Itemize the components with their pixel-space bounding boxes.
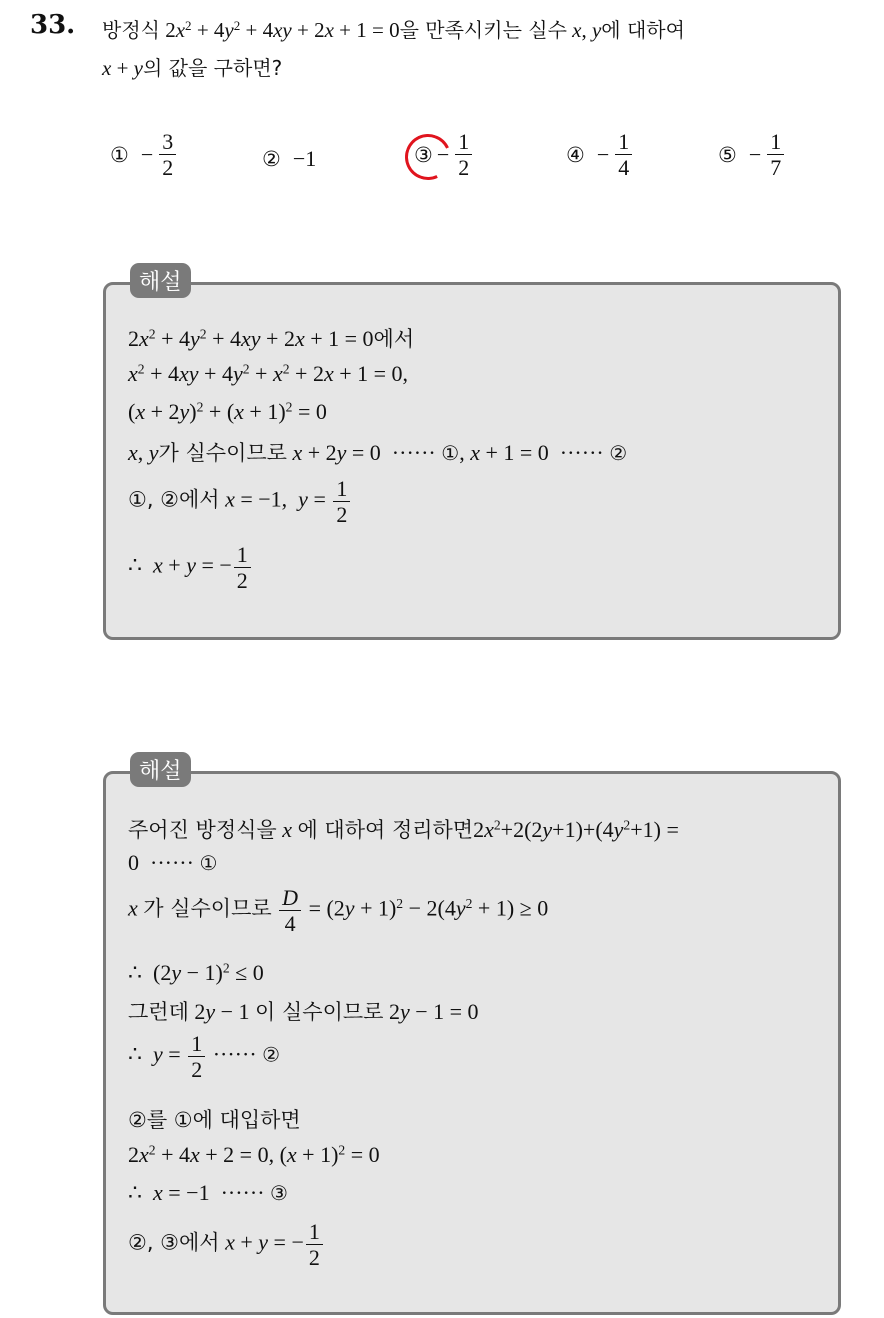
fraction-numerator: 3 bbox=[159, 130, 176, 155]
question-number: 33. bbox=[30, 10, 76, 40]
choice-4[interactable] bbox=[566, 130, 634, 179]
solution2-line-5: 그런데 2y − 1 이 실수이므로 2y − 1 = 0 bbox=[128, 999, 479, 1024]
choice-fraction bbox=[767, 130, 784, 179]
question-text-prefix: 방정식 bbox=[102, 18, 160, 42]
solution2-line-1: 주어진 방정식을 x 에 대하여 정리하면$2x^2+2(2y+1)+(4y^2+1)$ = bbox=[128, 817, 679, 842]
solution2-line-6: ∴ y = $\frac{1}{2}$ ······ ② bbox=[128, 1031, 281, 1083]
solution-box-2 bbox=[103, 771, 841, 1315]
choice-value: −1 bbox=[292, 146, 317, 171]
solution2-line-9: ∴ x = −1 ······ ③ bbox=[128, 1180, 288, 1205]
choice-mark: ④ bbox=[566, 142, 585, 167]
fraction-denominator: 7 bbox=[770, 155, 782, 181]
solution1-text: 가 실수이므로 bbox=[158, 441, 287, 465]
question-text-suffix: 을 만족시키는 실수 bbox=[399, 18, 567, 42]
solution2-line-2: 0 ······ ① bbox=[128, 850, 218, 875]
solution-tag-1: 해설 bbox=[130, 263, 191, 298]
question-line-2 bbox=[102, 52, 282, 81]
choice-mark: ② bbox=[262, 147, 281, 171]
solution2-text: 가 실수이므로 bbox=[143, 896, 272, 921]
answer-circle-mark bbox=[399, 127, 458, 186]
choice-sign: − bbox=[748, 141, 762, 167]
solution1-text: 에서 bbox=[373, 327, 415, 351]
solution2-text: ②, ③에서 bbox=[128, 1230, 220, 1255]
choice-fraction bbox=[615, 130, 632, 179]
solution2-line-3: x 가 실수이므로 $\frac{D}{4}$ = $(2y + 1)^2 - 2(4y^2 + 1) \ge 0$ bbox=[128, 885, 549, 937]
solution2-mark: ① bbox=[199, 851, 218, 875]
solution2-line-7 bbox=[128, 1104, 301, 1134]
choice-sign: − bbox=[140, 141, 154, 167]
solution1-line-6: ∴ x + y = − $\frac{1}{2}$ bbox=[128, 543, 253, 592]
solution2-mark: ② bbox=[262, 1042, 281, 1067]
choice-sign: − bbox=[436, 141, 450, 167]
solution2-line-4: ∴ $(2y - 1)^2 \le 0$ bbox=[128, 960, 264, 985]
choice-mark: ① bbox=[110, 142, 129, 167]
question-text-end: 에 대하여 bbox=[601, 18, 685, 42]
solution1-line-5: ①, ②에서 x = −1, y = $\frac{1}{2}$ bbox=[128, 477, 352, 526]
fraction-numerator: 1 bbox=[615, 130, 632, 155]
choice-2[interactable] bbox=[262, 146, 316, 172]
fraction-numerator: 1 bbox=[455, 130, 472, 155]
choice-1[interactable] bbox=[110, 130, 178, 179]
choice-5[interactable] bbox=[718, 130, 786, 179]
question-expression: x + y bbox=[102, 56, 143, 80]
solution1-line-3: $(x + 2y)^2 + (x + 1)^2 = 0$ bbox=[128, 399, 327, 424]
question-line-1 bbox=[102, 14, 685, 43]
choice-mark: ⑤ bbox=[718, 142, 737, 167]
solution2-text: ②를 ①에 대입하면 bbox=[128, 1108, 301, 1132]
choice-3[interactable] bbox=[414, 130, 474, 179]
fraction-numerator: 1 bbox=[767, 130, 784, 155]
choice-mark bbox=[414, 143, 433, 167]
solution2-text: 이 실수이므로 bbox=[255, 1000, 384, 1024]
question-text-line2: 의 값을 구하면? bbox=[143, 56, 283, 80]
fraction-denominator: 4 bbox=[618, 155, 630, 181]
solution1-line-2: $x^2 + 4xy + 4y^2 + x^2 + 2x + 1 = 0$, bbox=[128, 361, 409, 386]
solution1-text: ①, ②에서 bbox=[128, 487, 220, 512]
fraction-denominator: 2 bbox=[458, 155, 470, 181]
choice-fraction bbox=[455, 130, 472, 179]
fraction-denominator: 2 bbox=[162, 155, 174, 181]
solution1-line-1: $2x^2 + 4y^2 + 4xy + 2x + 1 = 0$에서 bbox=[128, 326, 415, 351]
solution2-line-8: $2x^2 + 4x + 2 = 0$, $(x + 1)^2 = 0$ bbox=[128, 1142, 380, 1167]
choice-mark-text: ③ bbox=[414, 142, 433, 167]
solution-tag-2: 해설 bbox=[130, 752, 191, 787]
question-equation: $2x^2 + 4y^2 + 4xy + 2x + 1 = 0$ bbox=[165, 17, 400, 42]
solution2-mark: ③ bbox=[270, 1181, 288, 1205]
solution2-text: 그런데 bbox=[128, 1000, 189, 1024]
solution1-line-4: x, y가 실수이므로 x + 2y = 0 ······ ①, x + 1 = 0 ······ ② bbox=[128, 440, 628, 465]
choice-sign: − bbox=[596, 141, 610, 167]
question-variables: x, y bbox=[572, 18, 602, 42]
solution2-text: 주어진 방정식을 bbox=[128, 818, 277, 842]
solution2-text: 에 대하여 정리하면 bbox=[297, 818, 474, 842]
solution2-line-10: ②, ③에서 x + y = − $\frac{1}{2}$ bbox=[128, 1220, 325, 1269]
choice-fraction bbox=[159, 130, 176, 179]
solution-box-1 bbox=[103, 282, 841, 640]
